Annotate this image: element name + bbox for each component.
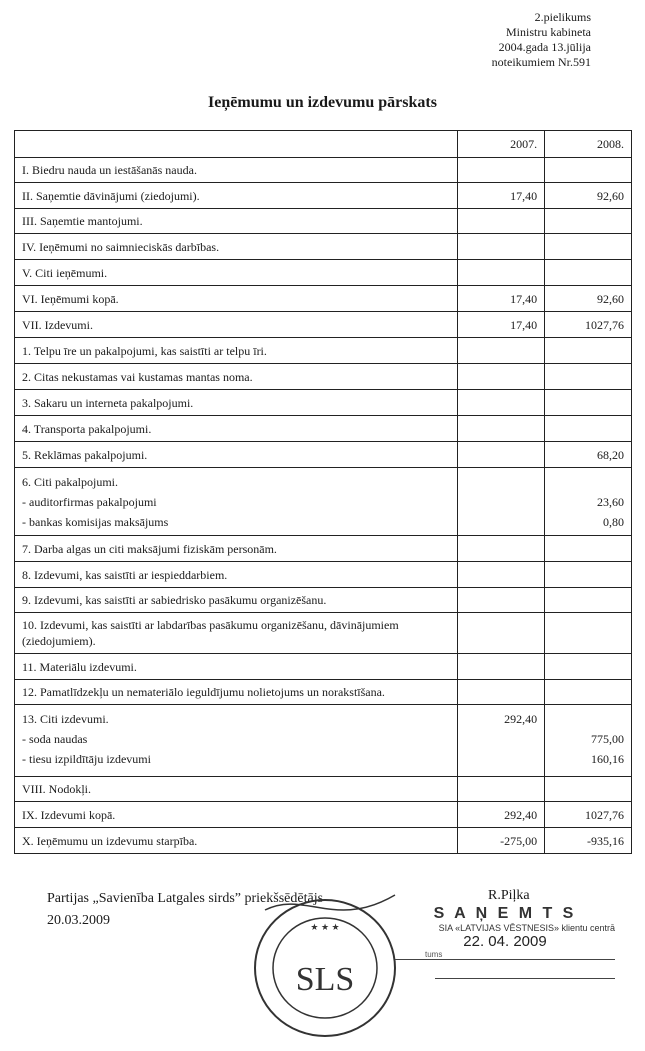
table-row <box>15 562 632 588</box>
value-2007-line <box>465 239 537 255</box>
table-row <box>15 468 632 536</box>
value-2008-line <box>552 369 624 385</box>
value-2007 <box>458 286 545 312</box>
table-header-row <box>15 131 632 158</box>
table-row <box>15 680 632 705</box>
annex-line: Ministru kabineta <box>506 25 591 39</box>
signature-date: 20.03.2009 <box>47 913 110 928</box>
received-stamp <box>395 905 615 979</box>
value-2007 <box>458 234 545 260</box>
value-2008-line: 160,16 <box>591 752 624 766</box>
value-2008 <box>545 468 632 536</box>
column-header-2007: 2007. <box>458 131 545 158</box>
value-2007-line <box>465 472 537 492</box>
row-label <box>15 364 458 390</box>
value-2007 <box>458 416 545 442</box>
annex-line: 2.pielikums <box>534 10 591 24</box>
annex-note <box>492 10 591 70</box>
table-row <box>15 158 632 183</box>
row-label <box>15 209 458 234</box>
value-2007-line <box>465 395 537 411</box>
row-label-line: - soda naudas <box>22 732 88 746</box>
value-2008-line <box>552 162 624 178</box>
row-label <box>15 828 458 854</box>
row-label <box>15 588 458 613</box>
row-label <box>15 613 458 654</box>
party-seal-stamp <box>245 890 405 1040</box>
seal-monogram: SLS <box>295 961 355 998</box>
received-label: tums <box>395 950 615 960</box>
value-2008 <box>545 654 632 680</box>
value-2008 <box>545 802 632 828</box>
annex-line: 2004.gada 13.jūlija <box>498 40 591 54</box>
row-label-line: III. Saņemtie mantojumi. <box>22 214 143 228</box>
value-2008 <box>545 183 632 209</box>
row-label <box>15 705 458 777</box>
value-2007-line <box>465 265 537 281</box>
value-2008-line <box>552 421 624 437</box>
row-label <box>15 468 458 536</box>
value-2007-line: 292,40 <box>504 807 538 822</box>
row-label <box>15 777 458 802</box>
value-2007-line <box>465 541 537 557</box>
value-2007-line <box>465 512 537 532</box>
value-2008-line: -935,16 <box>587 833 624 848</box>
row-label-line: 8. Izdevumi, kas saistīti ar iespieddarbiem. <box>22 567 228 582</box>
row-label-line: - bankas komisijas maksājums <box>22 515 169 529</box>
row-label <box>15 442 458 468</box>
value-2008-line: 0,80 <box>603 515 624 529</box>
row-label <box>15 654 458 680</box>
row-label-line: 9. Izdevumi, kas saistīti ar sabiedrisko pasākumu organizēšanu. <box>22 593 327 607</box>
table-row <box>15 260 632 286</box>
row-label-line: I. Biedru nauda un iestāšanās nauda. <box>22 163 197 177</box>
value-2008-line <box>552 659 624 675</box>
value-2007 <box>458 364 545 390</box>
value-2008 <box>545 828 632 854</box>
row-label-line: - tiesu izpildītāju izdevumi <box>22 752 151 766</box>
received-title: S A Ņ E M T S <box>433 905 577 922</box>
value-2007-line: 292,40 <box>504 712 538 726</box>
column-header-2008: 2008. <box>545 131 632 158</box>
row-label <box>15 234 458 260</box>
value-2008 <box>545 613 632 654</box>
value-2007-line <box>465 447 537 463</box>
table-row <box>15 705 632 777</box>
value-2007-line <box>465 684 537 700</box>
value-2007-line: 17,40 <box>510 317 538 332</box>
value-2007-line <box>465 369 537 385</box>
value-2008 <box>545 705 632 777</box>
value-2007 <box>458 536 545 562</box>
row-label-line: V. Citi ieņēmumi. <box>22 265 108 280</box>
value-2008-line <box>552 781 624 797</box>
row-label-line: 12. Pamatlīdzekļu un nemateriālo ieguldījumu nolietojums un norakstīšana. <box>22 685 385 699</box>
value-2008 <box>545 777 632 802</box>
value-2007 <box>458 588 545 613</box>
row-label-line: VI. Ieņēmumi kopā. <box>22 291 119 306</box>
received-date: 22. 04. 2009 <box>463 933 547 950</box>
value-2008 <box>545 588 632 613</box>
value-2008 <box>545 562 632 588</box>
table-row <box>15 390 632 416</box>
received-line <box>435 978 615 979</box>
row-label-line: IV. Ieņēmumi no saimnieciskās darbības. <box>22 239 220 254</box>
value-2007-line: -275,00 <box>500 833 538 848</box>
value-2008 <box>545 158 632 183</box>
table-row <box>15 364 632 390</box>
value-2008-line: 775,00 <box>591 732 624 746</box>
row-label-line: - auditorfirmas pakalpojumi <box>22 495 157 509</box>
value-2007-line <box>465 492 537 512</box>
table-row <box>15 286 632 312</box>
row-label <box>15 312 458 338</box>
row-label-line: 11. Materiālu izdevumi. <box>22 659 137 674</box>
value-2007-line <box>465 162 537 178</box>
value-2008-line: 92,60 <box>597 188 624 203</box>
row-label-line: 13. Citi izdevumi. <box>22 712 109 726</box>
value-2007-line <box>465 659 537 675</box>
row-label-line: 1. Telpu īre un pakalpojumi, kas saistīti ar telpu īri. <box>22 343 267 358</box>
value-2008-line <box>552 617 624 633</box>
value-2008 <box>545 234 632 260</box>
row-label <box>15 680 458 705</box>
value-2008-line <box>552 395 624 411</box>
table-row <box>15 802 632 828</box>
table-row <box>15 828 632 854</box>
table-row <box>15 416 632 442</box>
row-label-line: VIII. Nodokļi. <box>22 782 91 796</box>
value-2008 <box>545 286 632 312</box>
table-row <box>15 183 632 209</box>
value-2008 <box>545 260 632 286</box>
header-blank <box>15 131 458 158</box>
row-label <box>15 286 458 312</box>
row-label <box>15 158 458 183</box>
value-2007 <box>458 209 545 234</box>
table-row <box>15 777 632 802</box>
value-2007 <box>458 562 545 588</box>
table-row <box>15 613 632 654</box>
row-label-line: 4. Transporta pakalpojumi. <box>22 421 152 436</box>
value-2007-line <box>465 781 537 797</box>
value-2007 <box>458 828 545 854</box>
svg-text:★ ★ ★: ★ ★ ★ <box>310 922 340 932</box>
document-title: Ieņēmumu un izdevumu pārskats <box>208 94 437 111</box>
value-2008 <box>545 209 632 234</box>
row-label-line: IX. Izdevumi kopā. <box>22 807 116 822</box>
value-2008 <box>545 338 632 364</box>
value-2008-line <box>552 709 624 729</box>
value-2007 <box>458 183 545 209</box>
value-2007-line <box>465 749 537 769</box>
value-2007 <box>458 312 545 338</box>
value-2007 <box>458 260 545 286</box>
value-2007-line <box>465 567 537 583</box>
row-label <box>15 562 458 588</box>
value-2008-line <box>552 213 624 229</box>
row-label-line: VII. Izdevumi. <box>22 317 93 332</box>
value-2007 <box>458 468 545 536</box>
value-2007-line <box>465 421 537 437</box>
value-2008 <box>545 390 632 416</box>
row-label-line: 2. Citas nekustamas vai kustamas mantas noma. <box>22 369 253 384</box>
row-label-line: 6. Citi pakalpojumi. <box>22 475 118 489</box>
value-2007 <box>458 613 545 654</box>
value-2008 <box>545 416 632 442</box>
value-2008-line: 23,60 <box>597 495 624 509</box>
row-label <box>15 416 458 442</box>
row-label-line: 3. Sakaru un interneta pakalpojumi. <box>22 395 194 410</box>
value-2007 <box>458 442 545 468</box>
value-2007 <box>458 802 545 828</box>
report-table <box>14 130 632 854</box>
value-2007-line: 17,40 <box>510 188 538 203</box>
value-2008-line <box>552 567 624 583</box>
table-row <box>15 338 632 364</box>
received-org: SIA «LATVIJAS VĒSTNESIS» klientu centrā <box>438 923 615 933</box>
value-2007 <box>458 158 545 183</box>
value-2007 <box>458 390 545 416</box>
signer-name: R.Piļka <box>488 888 530 903</box>
value-2007 <box>458 654 545 680</box>
value-2008-line <box>552 472 624 492</box>
table-row <box>15 442 632 468</box>
value-2008 <box>545 680 632 705</box>
table-row <box>15 588 632 613</box>
value-2007-line <box>465 729 537 749</box>
signer-title: Partijas „Savienība Latgales sirds” priekšsēdētājs <box>47 891 324 906</box>
value-2007 <box>458 680 545 705</box>
row-label-line: 5. Reklāmas pakalpojumi. <box>22 447 148 462</box>
value-2008-line <box>552 592 624 608</box>
value-2007-line <box>465 617 537 633</box>
table-row <box>15 654 632 680</box>
annex-line: noteikumiem Nr.591 <box>491 55 591 69</box>
value-2007 <box>458 705 545 777</box>
row-label <box>15 390 458 416</box>
row-label-line: 10. Izdevumi, kas saistīti ar labdarības pasākumu organizēšanu, dāvinājumiem (ziedojumiem). <box>22 618 399 648</box>
value-2007-line <box>465 592 537 608</box>
row-label-line: II. Saņemtie dāvinājumi (ziedojumi). <box>22 188 200 203</box>
value-2008 <box>545 536 632 562</box>
value-2008 <box>545 364 632 390</box>
value-2008-line <box>552 541 624 557</box>
row-label-line: 7. Darba algas un citi maksājumi fiziskām personām. <box>22 541 277 556</box>
value-2007-line <box>465 343 537 359</box>
value-2008 <box>545 312 632 338</box>
row-label <box>15 536 458 562</box>
value-2008-line <box>552 684 624 700</box>
row-label-line: X. Ieņēmumu un izdevumu starpība. <box>22 833 198 848</box>
value-2007 <box>458 338 545 364</box>
value-2007-line <box>465 213 537 229</box>
value-2008-line: 92,60 <box>597 291 624 306</box>
row-label <box>15 183 458 209</box>
value-2008-line: 1027,76 <box>585 807 624 822</box>
table-row <box>15 536 632 562</box>
row-label <box>15 260 458 286</box>
table-row <box>15 234 632 260</box>
value-2007-line: 17,40 <box>510 291 538 306</box>
row-label <box>15 802 458 828</box>
value-2008-line <box>552 265 624 281</box>
value-2007 <box>458 777 545 802</box>
table-row <box>15 209 632 234</box>
value-2008 <box>545 442 632 468</box>
value-2008-line <box>552 343 624 359</box>
value-2008-line <box>552 239 624 255</box>
value-2008-line: 68,20 <box>597 447 624 462</box>
value-2008-line: 1027,76 <box>585 317 624 332</box>
row-label <box>15 338 458 364</box>
table-row <box>15 312 632 338</box>
